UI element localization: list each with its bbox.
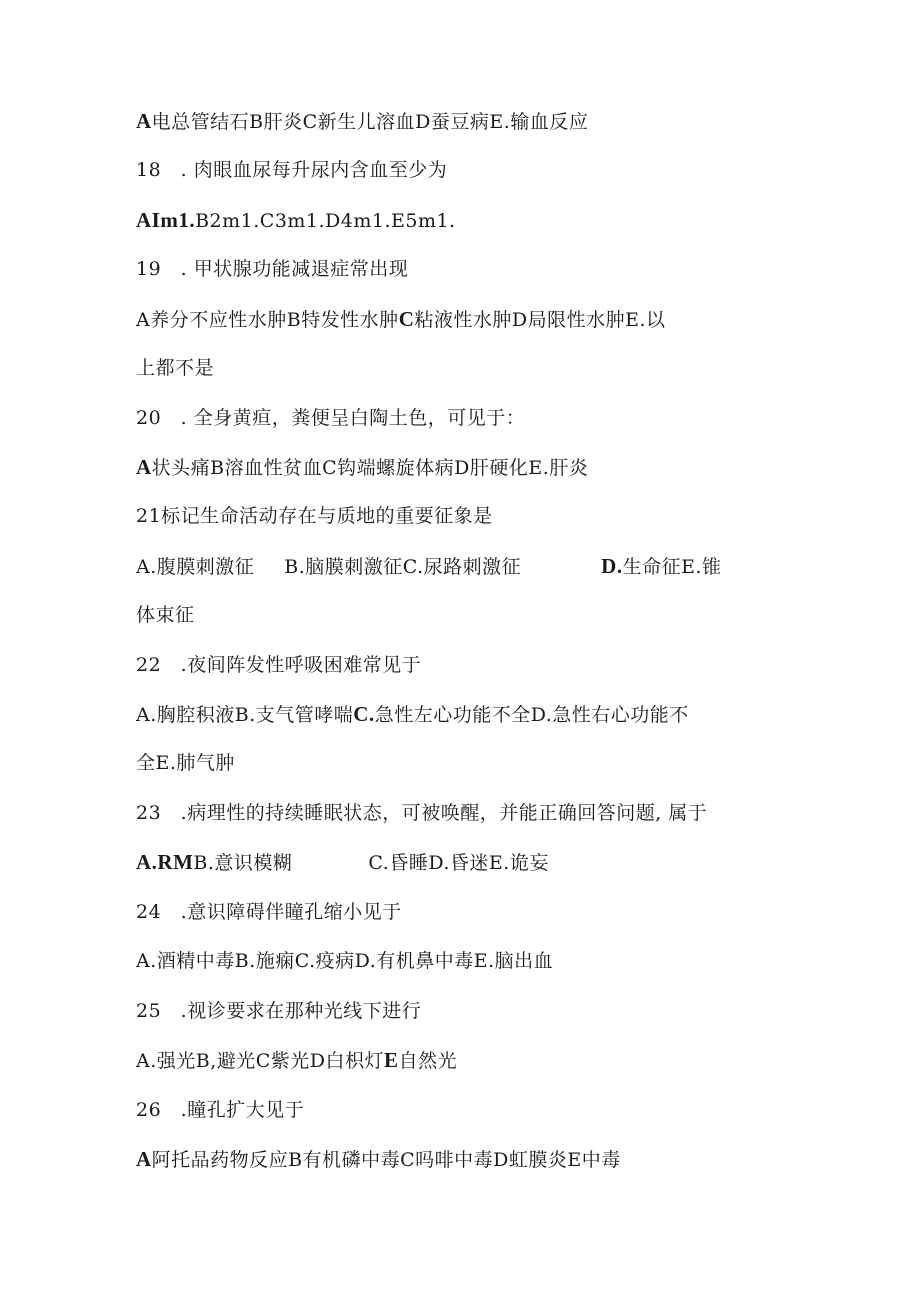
text-run: 生命征E.锥 bbox=[622, 556, 722, 578]
text-run: 18 . 肉眼血尿每升尿内含血至少为 bbox=[136, 159, 448, 181]
text-line bbox=[136, 948, 553, 974]
bold-text-run: AIm1. bbox=[136, 208, 196, 232]
text-line bbox=[136, 750, 235, 776]
text-run: B.意识模糊 bbox=[193, 852, 293, 874]
text-run: A.腹膜刺激征 bbox=[136, 556, 255, 578]
text-run: A.酒精中毒B.施痫C.疫病D.有机鼻中毒E.脑出血 bbox=[136, 950, 554, 972]
text-run: 25 .视诊要求在那种光线下进行 bbox=[136, 1000, 422, 1022]
text-line bbox=[136, 454, 588, 481]
text-line bbox=[136, 849, 549, 876]
text-line bbox=[136, 652, 421, 678]
text-line bbox=[136, 553, 722, 580]
text-line bbox=[136, 1047, 457, 1074]
text-line bbox=[136, 405, 525, 431]
text-line bbox=[136, 899, 402, 925]
text-line bbox=[136, 800, 707, 826]
text-line bbox=[136, 602, 195, 628]
bold-text-run: C bbox=[398, 307, 415, 331]
bold-text-run: A.RM bbox=[136, 850, 194, 874]
text-line bbox=[136, 355, 214, 381]
text-line bbox=[136, 157, 447, 183]
text-run: 上都不是 bbox=[136, 357, 215, 379]
text-line bbox=[136, 108, 588, 135]
bold-text-run: A bbox=[136, 109, 152, 133]
text-line bbox=[136, 1146, 621, 1173]
bold-text-run: A bbox=[136, 455, 152, 479]
text-run: 22 .夜间阵发性呼吸困难常见于 bbox=[136, 654, 422, 676]
text-run: 自然光 bbox=[398, 1050, 458, 1072]
text-run: 21标记生命活动存在与质地的重要征象是 bbox=[136, 505, 493, 527]
text-line bbox=[136, 701, 689, 728]
text-run: 粘液性水肿D局限性水肿E.以 bbox=[414, 309, 666, 331]
text-run: 电总管结石B肝炎C新生儿溶血D蚕豆病E.输血反应 bbox=[151, 111, 589, 133]
text-run: B.脑膜刺激征C.尿路刺激征 bbox=[284, 556, 522, 578]
text-run: B2m1.C3m1.D4m1.E5m1. bbox=[195, 210, 456, 232]
text-run: 急性左心功能不全D.急性右心功能不 bbox=[374, 704, 689, 726]
text-run: 23 .病理性的持续睡眠状态，可被唤醒，并能正确回答问题, 属于 bbox=[136, 802, 708, 824]
text-run: 20 . 全身黄疸，粪便呈白陶土色，可见于： bbox=[136, 407, 526, 429]
text-run: 26 .瞳孔扩大见于 bbox=[136, 1099, 305, 1121]
text-run: 19 . 甲状腺功能减退症常出现 bbox=[136, 258, 409, 280]
text-run: 全E.肺气肿 bbox=[136, 752, 235, 774]
text-line bbox=[136, 1097, 304, 1123]
text-line bbox=[136, 207, 456, 234]
bold-text-run: C. bbox=[353, 702, 375, 726]
text-line bbox=[136, 998, 421, 1024]
bold-text-run: A bbox=[136, 1147, 152, 1171]
text-run: 状头痛B溶血性贫血C钩端螺旋体病D肝硬化E.肝炎 bbox=[151, 457, 589, 479]
text-run: 阿托品药物反应B有机磷中毒C吗啡中毒D虹膜炎E中毒 bbox=[151, 1149, 621, 1171]
text-run: A.强光B,避光C紫光D白枳灯 bbox=[136, 1050, 385, 1072]
text-line bbox=[136, 503, 493, 529]
text-line bbox=[136, 306, 666, 333]
text-run: A.胸腔积液B.支气管哮喘 bbox=[136, 704, 354, 726]
bold-text-run: E bbox=[384, 1048, 399, 1072]
text-run: 24 .意识障碍伴瞳孔缩小见于 bbox=[136, 901, 402, 923]
text-run: C.昏睡D.昏迷E.诡妄 bbox=[368, 852, 549, 874]
text-line bbox=[136, 256, 408, 282]
bold-text-run: D. bbox=[601, 554, 623, 578]
text-run: A养分不应性水肿B特发性水肿 bbox=[136, 309, 399, 331]
text-run: 体束征 bbox=[136, 604, 195, 626]
